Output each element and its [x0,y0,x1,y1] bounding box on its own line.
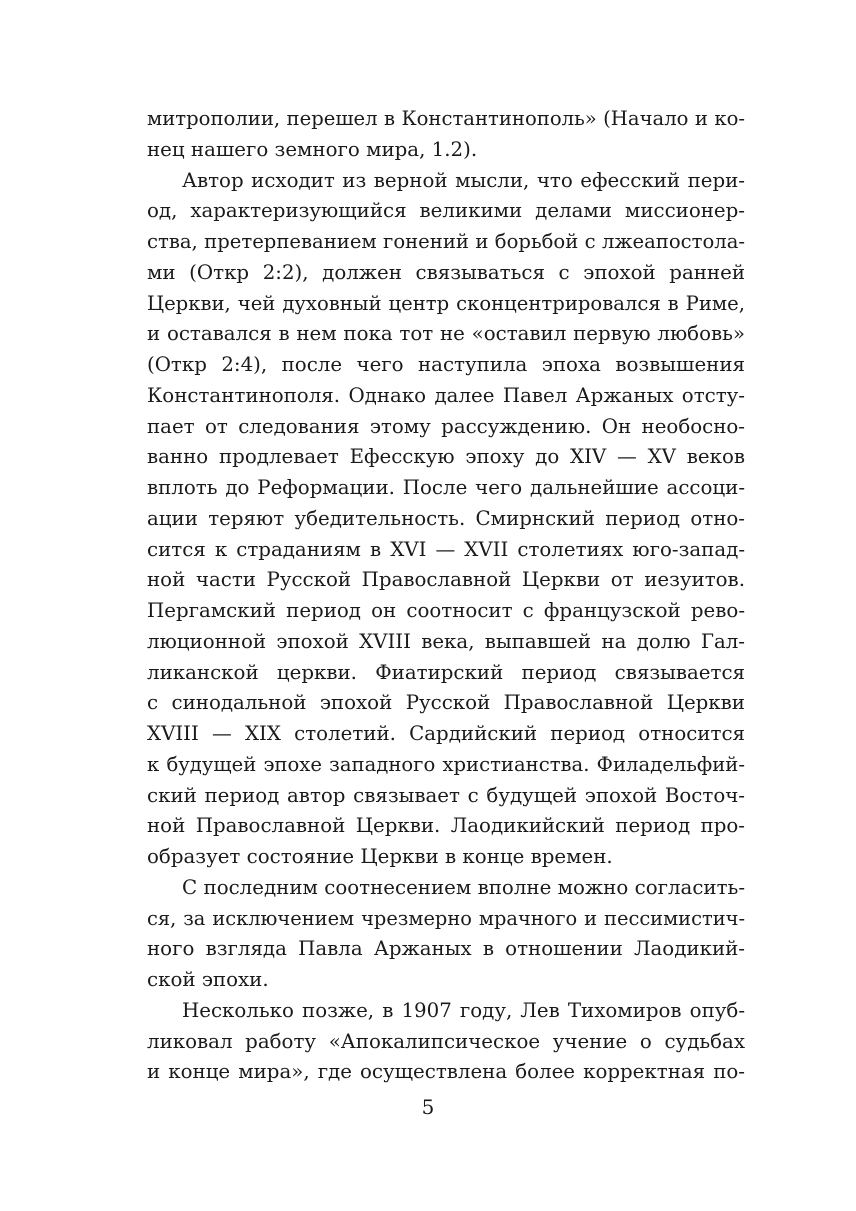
text-line: ской эпохи. [147,968,269,991]
text-line: и конце мира», где осуществлена более корректная по- [147,1060,745,1084]
text-line: Церкви, чей духовный центр сконцентрировался в Риме, [147,291,745,315]
text-line: ся, за исключением чрезмерно мрачного и пессимистич- [147,906,745,930]
text-line: ной Православной Церкви. Лаодикийский период про- [147,814,745,838]
text-line: XVIII — XIX столетий. Сардийский период относится [147,722,745,745]
text-line: пает от следования этому рассуждению. Он необосно- [147,414,745,438]
text-line: Константинополя. Однако далее Павел Аржаных отсту- [147,383,745,407]
text-line: образует состояние Церкви в конце времен. [147,845,613,868]
text-line: Несколько позже, в 1907 году, Лев Тихомиров опуб- [182,998,745,1022]
text-line: ванно продлевает Ефесскую эпоху до XIV — XV веков [147,445,745,469]
text-line: ликовал работу «Апокалипсическое учение о судьбах [147,1029,745,1053]
text-line: и оставался в нем пока тот не «оставил первую любовь» [147,322,745,346]
text-line: нец нашего земного мира, 1.2). [147,137,478,161]
text-line: ации теряют убедительность. Смирнский период отно- [147,506,745,530]
page-number: 5 [421,1095,435,1119]
text-line: сится к страданиям в XVI — XVII столетиях юго-запад- [147,537,745,561]
text-line: люционной эпохой XVIII века, выпавшей на долю Гал- [147,629,745,653]
text-line: ликанской церкви. Фиатирский период связывается [147,660,745,684]
text-line: с синодальной эпохой Русской Православной Церкви [147,691,745,715]
text-line: ми (Откр 2:2), должен связываться с эпохой ранней [147,260,745,284]
text-line: С последним соотнесением вполне можно согласить- [182,875,745,899]
body-text [147,104,745,1088]
text-line: ства, претерпеванием гонений и борьбой с лжеапостола- [147,230,745,253]
text-line: (Откр 2:4), после чего наступила эпоха возвышения [147,353,745,376]
text-line: ной части Русской Православной Церкви от иезуитов. [147,568,745,592]
text-line: Пергамский период он соотносит с французской рево- [147,599,745,622]
text-line: Автор исходит из верной мысли, что ефесский пери- [182,168,745,192]
text-line: од, характеризующийся великими делами миссионер- [147,199,745,223]
text-line: к будущей эпохе западного христианства. Филадельфий- [147,752,745,776]
text-line: ский период автор связывает с будущей эпохой Восточ- [147,783,745,807]
text-line: митрополии, перешел в Константинополь» (Начало и ко- [147,107,745,130]
text-line: вплоть до Реформации. После чего дальнейшие ассоци- [147,476,745,499]
text-line: ного взгляда Павла Аржаных в отношении Лаодикий- [147,937,745,961]
